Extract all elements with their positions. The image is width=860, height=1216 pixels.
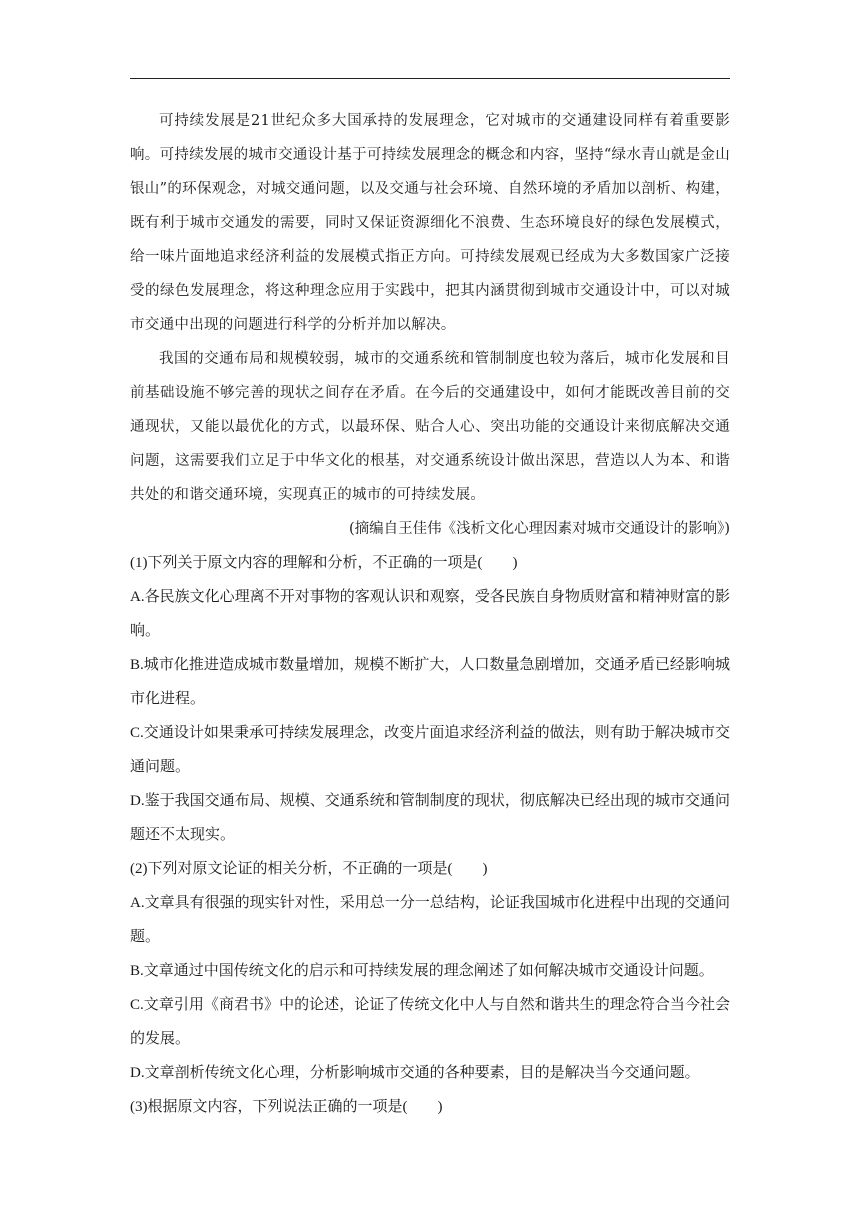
question-2-option-c: C.文章引用《商君书》中的论述，论证了传统文化中人与自然和谐共生的理念符合当今社会的发展。 bbox=[130, 997, 730, 1047]
question-1-option-d: D.鉴于我国交通布局、规模、交通系统和管制制度的现状，彻底解决已经出现的城市交通问题还不太现实。 bbox=[130, 793, 730, 843]
question-2-option-a: A.文章具有很强的现实针对性，采用总一分一总结构，论证我国城市化进程中出现的交通问题。 bbox=[130, 895, 730, 945]
passage-paragraph-2: 我国的交通布局和规模较弱，城市的交通系统和管制制度也较为落后，城市化发展和目前基础设施不够完善的现状之间存在矛盾。在今后的交通建设中，如何才能既改善目前的交通现状，又能以最优化的方式，以最环保、贴合人心、突出功能的交通设计来彻底解决交通问题，这需要我们立足于中华文化的根基，对交通系统设计做出深思，营造以人为本、和谐共处的和谐交通环境，实现真正的城市的可持续发展。 bbox=[130, 351, 730, 503]
passage-paragraph-1: 可持续发展是21世纪众多大国承持的发展理念，它对城市的交通建设同样有着重要影响。可持续发展的城市交通设计基于可持续发展理念的概念和内容，坚持“绿水青山就是金山银山”的环保观念，对城交通问题，以及交通与社会环境、自然环境的矛盾加以剖析、构建，既有利于城市交通发的需要，同时又保证资源细化不浪费、生态环境良好的绿色发展模式，给一味片面地追求经济利益的发展模式指正方向。可持续发展观已经成为大多数国家广泛接受的绿色发展理念，将这种理念应用于实践中，把其内涵贯彻到城市交通设计中，可以对城市交通中出现的问题进行科学的分析并加以解决。 bbox=[130, 113, 730, 333]
passage-source: (摘编自王佳伟《浅析文化心理因素对城市交通设计的影响》) bbox=[348, 521, 730, 537]
question-3-stem: (3)根据原文内容，下列说法正确的一项是( ) bbox=[130, 1099, 443, 1115]
document-body bbox=[130, 104, 730, 1124]
question-2-option-b: B.文章通过中国传统文化的启示和可持续发展的理念阐述了如何解决城市交通设计问题。 bbox=[130, 963, 714, 979]
question-2-option-d: D.文章剖析传统文化心理，分析影响城市交通的各种要素，目的是解决当今交通问题。 bbox=[130, 1065, 700, 1081]
question-1-option-c: C.交通设计如果秉承可持续发展理念，改变片面追求经济利益的做法，则有助于解决城市交通问题。 bbox=[130, 725, 730, 775]
header-rule bbox=[130, 78, 730, 79]
question-2-stem: (2)下列对原文论证的相关分析，不正确的一项是( ) bbox=[130, 861, 488, 877]
question-1-option-a: A.各民族文化心理离不开对事物的客观认识和观察，受各民族自身物质财富和精神财富的影响。 bbox=[130, 589, 730, 639]
question-1-option-b: B.城市化推进造成城市数量增加，规模不断扩大，人口数量急剧增加，交通矛盾已经影响城市化进程。 bbox=[130, 657, 730, 707]
question-1-stem: (1)下列关于原文内容的理解和分析，不正确的一项是( ) bbox=[130, 555, 518, 571]
